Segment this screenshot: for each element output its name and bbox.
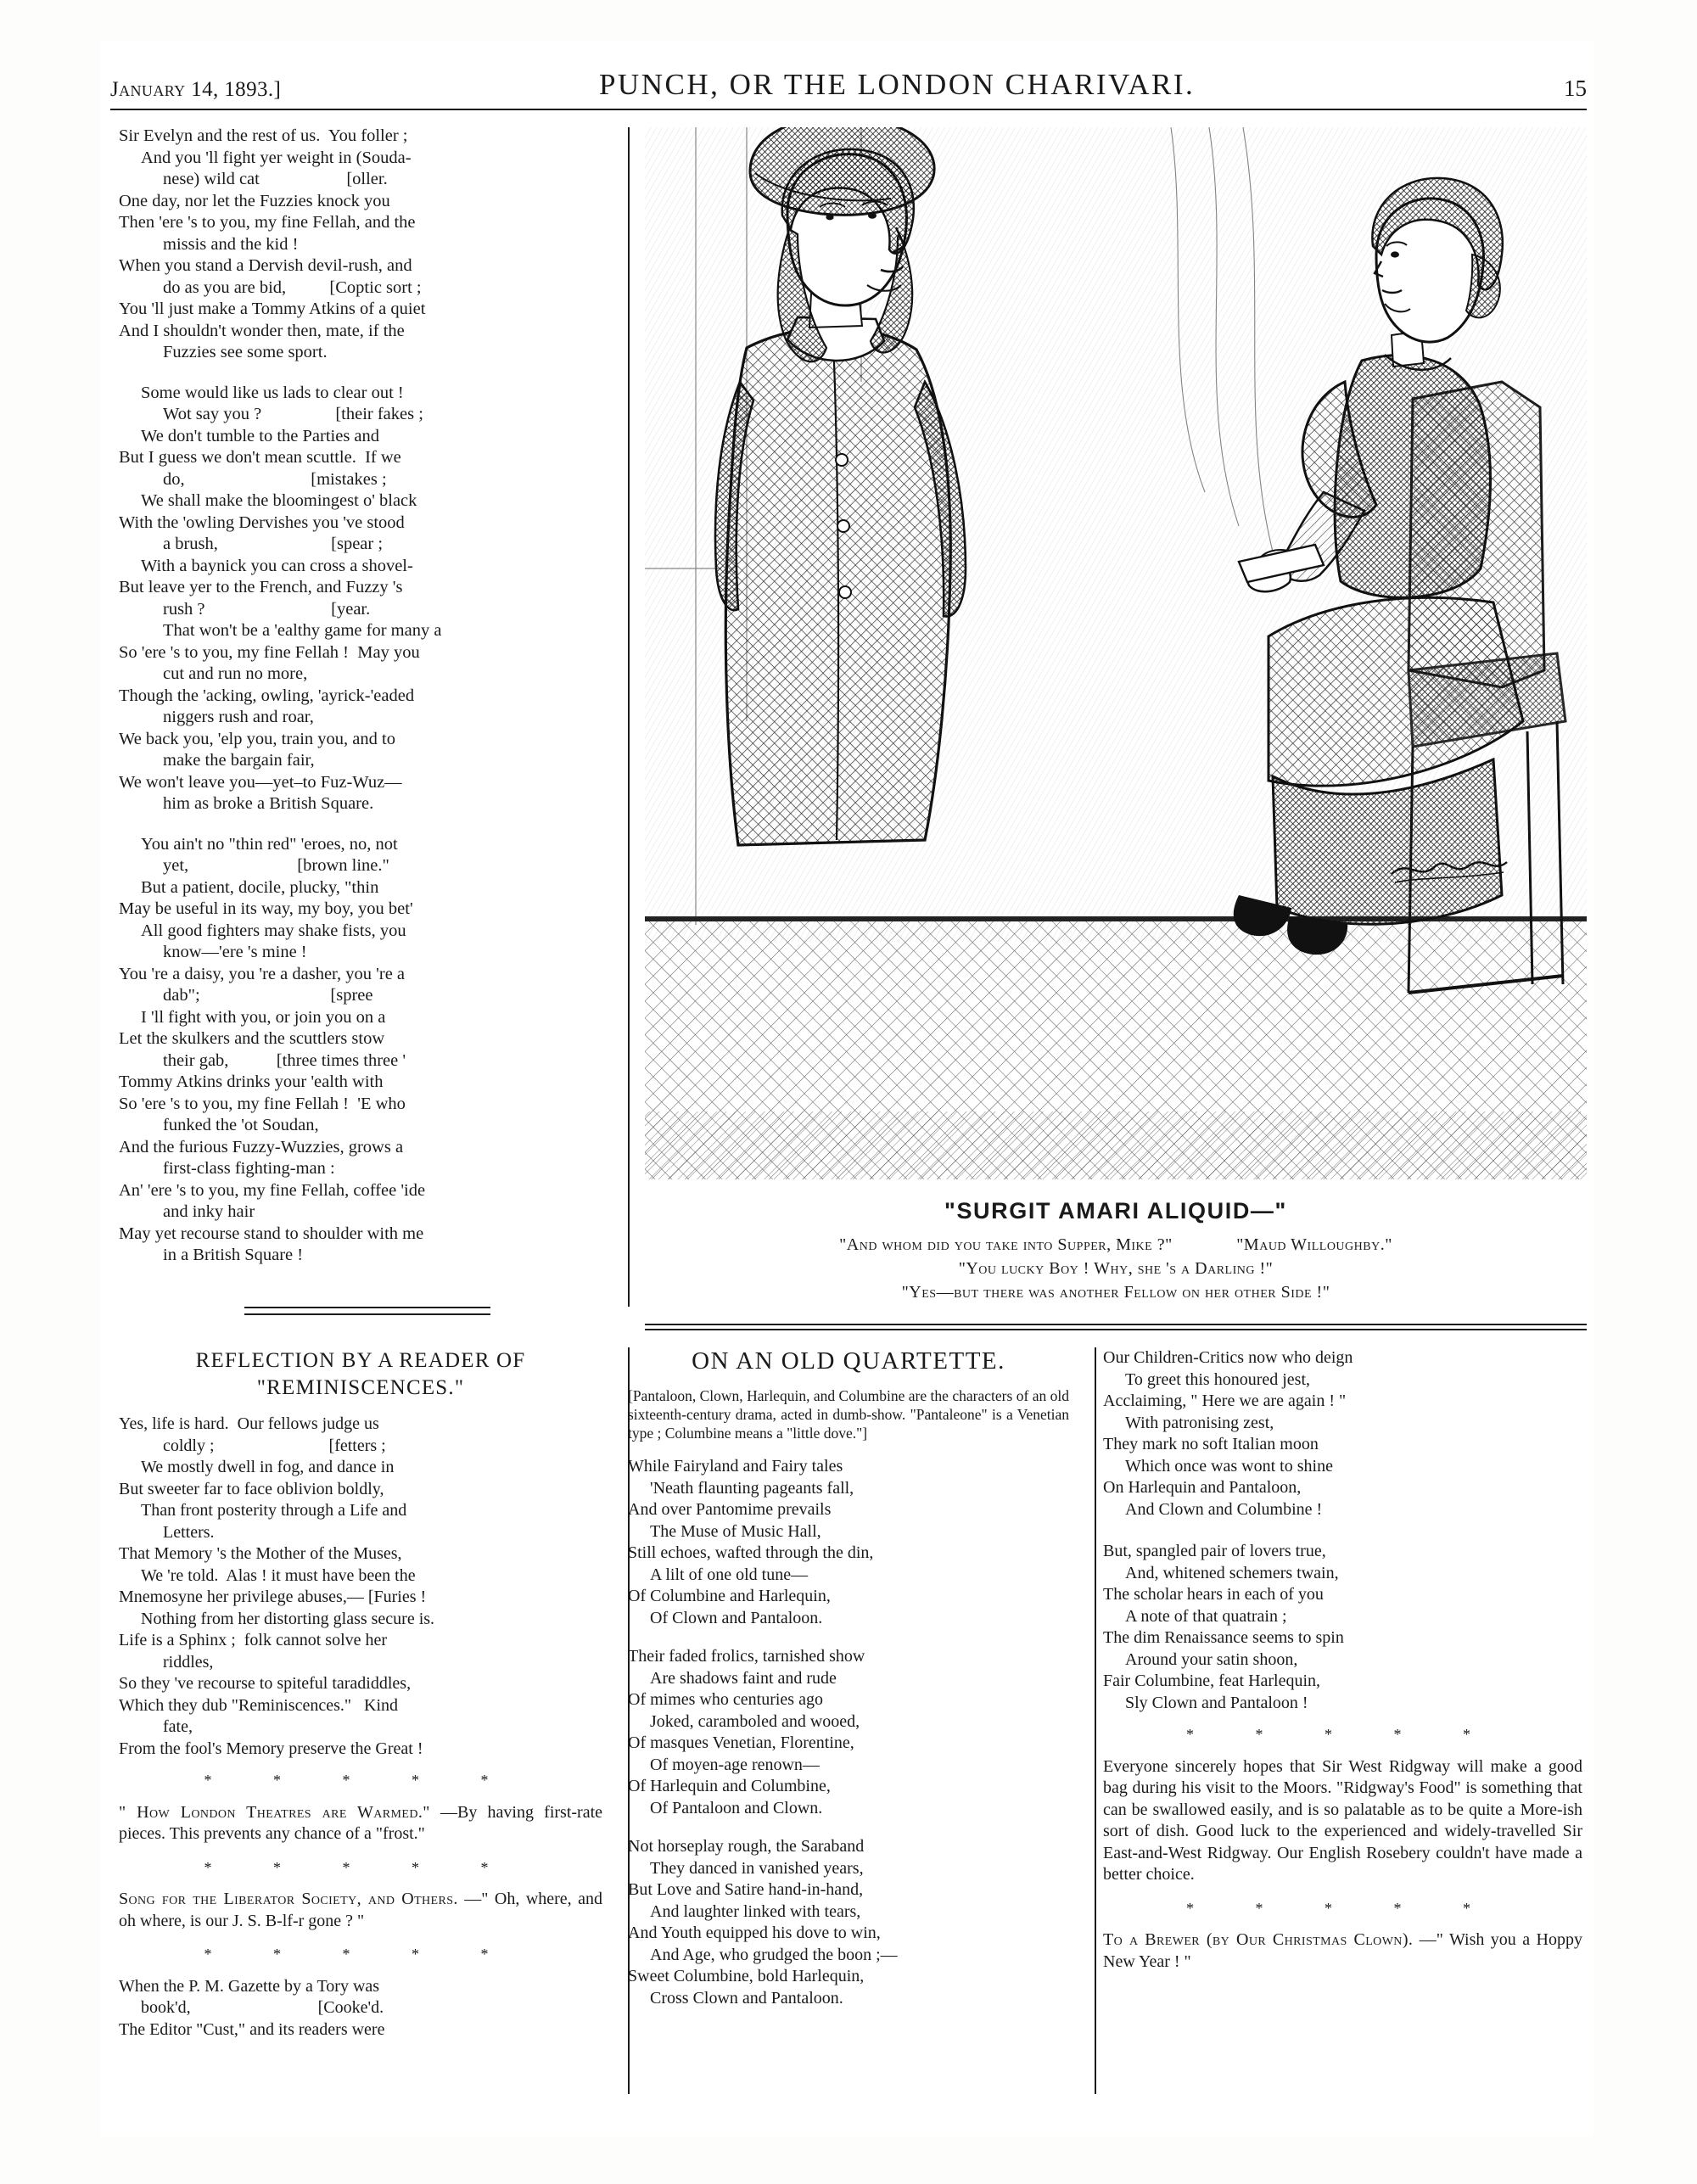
cartoon-dialogue-line: "You lucky Boy ! Why, she 's a Darling !" — [958, 1259, 1274, 1278]
poem-line: But I guess we don't mean scuttle. If we — [119, 448, 401, 467]
poem-line: And the furious Fuzzy-Wuzzies, grows a — [119, 1137, 404, 1156]
quartette-line: Joked, caramboled and wooed, — [650, 1711, 860, 1731]
quartette-stanza-3 — [628, 1836, 1069, 2009]
poem-line: We back you, 'elp you, train you, and to — [119, 729, 395, 748]
poem-line: and inky hair — [163, 1202, 255, 1221]
poem-line: One day, nor let the Fuzzies knock you — [119, 191, 390, 210]
section-divider-top — [645, 1324, 1587, 1325]
quartette-line: They mark no soft Italian moon — [1103, 1435, 1319, 1453]
quartette-line: The scholar hears in each of you — [1103, 1585, 1324, 1604]
poem-line: And you 'll fight yer weight in (Souda- — [141, 148, 412, 167]
poem-line: But a patient, docile, plucky, "thin — [141, 877, 379, 897]
column-reflection — [119, 1347, 602, 2041]
poem-line: With a baynick you can cross a shovel- — [141, 556, 413, 575]
dialogue-question-1: "And whom did you take into Supper, Mike ?" — [839, 1235, 1173, 1254]
poem-stanza-3 — [119, 834, 611, 1267]
publication-title: PUNCH, OR THE LONDON CHARIVARI. — [598, 68, 1196, 101]
brewer-item-body: —" Wish you a Hoppy New Year ! " — [1103, 1930, 1582, 1971]
poem-line: Then 'ere 's to you, my fine Fellah, and the — [119, 213, 416, 232]
section-divider-top-2 — [645, 1329, 1587, 1330]
column-quartette — [628, 1347, 1069, 2009]
quartette-line: Still echoes, wafted through the din, — [628, 1543, 874, 1562]
poem-line: May yet recourse stand to shoulder with me — [119, 1224, 424, 1243]
quartette-line: Around your satin shoon, — [1125, 1649, 1298, 1669]
star-divider: * * * * * — [204, 1858, 518, 1876]
poem-line: So 'ere 's to you, my fine Fellah ! 'E who — [119, 1094, 406, 1113]
quartette-line: Their faded frolics, tarnished show — [628, 1647, 865, 1666]
quartette-line: 'Neath flaunting pageants fall, — [650, 1478, 854, 1498]
poem-line: May be useful in its way, my boy, you bet' — [119, 899, 413, 918]
cartoon-dialogue-line — [645, 1233, 1587, 1257]
theatres-item-body: —By having first-rate pieces. This prevents any chance of a "frost." — [119, 1802, 603, 1843]
column-quartette-continued — [1103, 1347, 1582, 1985]
poem-line: do as you are bid, [Coptic sort ; — [163, 277, 422, 297]
poem-line: know—'ere 's mine ! — [163, 943, 307, 961]
quartette-line: Cross Clown and Pantaloon. — [650, 1988, 843, 2008]
quartette-line: Are shadows faint and rude — [650, 1668, 837, 1688]
poem-line: You 're a daisy, you 're a dasher, you 're a — [119, 964, 406, 983]
dialogue-answer-1: "Maud Willoughby." — [1236, 1235, 1392, 1254]
verse-line: We 're told. Alas ! it must have been the — [141, 1565, 416, 1585]
issue-date — [110, 78, 281, 102]
poem-line: cut and run no more, — [163, 664, 308, 683]
page-masthead — [110, 51, 1587, 110]
poem-line: missis and the kid ! — [163, 234, 299, 254]
ridgway-paragraph: Everyone sincerely hopes that Sir West Ridgway will make a good bag during his visit to the Moors. "Ridgway's Food" is something that can be swallowed easily, and is so palatable as to be quite a More-ish sort of dish. Good luck to the experienced and widely-travelled Sir East-and-West Ridgway. Our English Rosebery couldn't have made a better choice. — [1103, 1756, 1582, 1884]
quartette-line: Not horseplay rough, the Saraband — [628, 1837, 865, 1856]
poem-line: Fuzzies see some sport. — [163, 343, 328, 361]
quartette-line: Which once was wont to shine — [1125, 1456, 1333, 1476]
poem-line: make the bargain fair, — [163, 751, 315, 770]
poem-line: But leave yer to the French, and Fuzzy 's — [119, 578, 403, 596]
liberator-song-item — [119, 1889, 602, 1932]
quartette-line: They danced in vanished years, — [650, 1858, 864, 1878]
quartette-line: But Love and Satire hand-in-hand, — [628, 1880, 864, 1899]
verse-line: fate, — [163, 1717, 193, 1736]
verse-line: So they 've recourse to spiteful taradiddles, — [119, 1674, 412, 1693]
poem-line: first-class fighting-man : — [163, 1159, 335, 1178]
brewer-item-title: To a Brewer (by Our Christmas Clown). — [1103, 1930, 1414, 1949]
poem-line: All good fighters may shake fists, you — [141, 921, 406, 940]
quartette-line: A note of that quatrain ; — [1125, 1606, 1287, 1626]
verse-line: From the fool's Memory preserve the Great ! — [119, 1739, 423, 1758]
quartette-line: Of Clown and Pantaloon. — [650, 1608, 823, 1627]
quartette-line: Of mimes who centuries ago — [628, 1690, 823, 1709]
verse-line: coldly ; [fetters ; — [163, 1436, 386, 1455]
verse-line: Which they dub "Reminiscences." Kind — [119, 1695, 399, 1715]
gazette-verse — [119, 1976, 602, 2041]
reflection-title — [119, 1347, 602, 1402]
poem-line: Some would like us lads to clear out ! — [141, 383, 404, 402]
poem-line: Sir Evelyn and the rest of us. You foller ; — [119, 126, 408, 145]
theatres-item-title: " How London Theatres are Warmed." — [119, 1802, 430, 1822]
quartette-line: And Youth equipped his dove to win, — [628, 1924, 881, 1942]
quartette-line: The Muse of Music Hall, — [650, 1521, 821, 1541]
quartette-line: And over Pantomime prevails — [628, 1500, 832, 1519]
poem-line: their gab, [three times three ' — [163, 1050, 406, 1070]
poem-line: Though the 'acking, owling, 'ayrick-'eaded — [119, 686, 415, 705]
quartette-line: To greet this honoured jest, — [1125, 1369, 1310, 1389]
cartoon-caption-block — [645, 1198, 1587, 1304]
poem-line: funked the 'ot Soudan, — [163, 1116, 319, 1134]
quartette-stanza-2 — [628, 1646, 1069, 1819]
quartette-line: And, whitened schemers twain, — [1125, 1563, 1339, 1582]
poem-stanza-2 — [119, 383, 611, 815]
quartette-stanza-5 — [1103, 1541, 1582, 1714]
quartette-line: Sweet Columbine, bold Harlequin, — [628, 1967, 865, 1985]
quartette-line: Fair Columbine, feat Harlequin, — [1103, 1672, 1321, 1690]
quartette-line: While Fairyland and Fairy tales — [628, 1457, 843, 1476]
verse-line: Yes, life is hard. Our fellows judge us — [119, 1414, 379, 1433]
reflection-title-line2: "REMINISCENCES." — [256, 1376, 465, 1399]
column-divider-vertical-1 — [628, 127, 630, 1307]
poem-line: nese) wild cat [oller. — [163, 170, 388, 188]
quartette-line: On Harlequin and Pantaloon, — [1103, 1478, 1302, 1497]
poem-line: dab"; [spree — [163, 986, 373, 1005]
gazette-line: When the P. M. Gazette by a Tory was — [119, 1976, 380, 1996]
star-divider: * * * * * — [1186, 1899, 1499, 1917]
gazette-line: The Editor "Cust," and its readers were — [119, 2019, 385, 2039]
quartette-title: ON AN OLD QUARTETTE. — [692, 1347, 1005, 1375]
poem-line: You ain't no "thin red" 'eroes, no, not — [141, 834, 398, 854]
gazette-line: book'd, [Cooke'd. — [141, 1998, 384, 2017]
poem-stanza-1 — [119, 126, 611, 364]
quartette-line: Of Columbine and Harlequin, — [628, 1587, 831, 1605]
poem-line: And I shouldn't wonder then, mate, if the — [119, 321, 405, 340]
verse-line: That Memory 's the Mother of the Muses, — [119, 1544, 402, 1563]
lower-columns — [119, 1347, 1587, 2094]
poem-line: We shall make the bloomingest o' black — [141, 491, 417, 510]
quartette-line: And Age, who grudged the boon ;— — [650, 1945, 898, 1964]
quartette-line: And laughter linked with tears, — [650, 1901, 861, 1921]
verse-line: Mnemosyne her privilege abuses,— [Furies ! — [119, 1588, 427, 1606]
liberator-song-title: Song for the Liberator Society, and Others. — [119, 1890, 458, 1908]
quartette-line: But, spangled pair of lovers true, — [1103, 1542, 1326, 1560]
cartoon-illustration — [645, 127, 1587, 1179]
poem-line: a brush, [spear ; — [163, 535, 384, 553]
brewer-item — [1103, 1929, 1582, 1973]
verse-line: Nothing from her distorting glass secure is. — [141, 1609, 435, 1628]
quartette-line: Of moyen-age renown— — [650, 1755, 820, 1774]
theatres-item — [119, 1802, 602, 1845]
poem-line: niggers rush and roar, — [163, 708, 314, 726]
quartette-line: A lilt of one old tune— — [650, 1565, 809, 1584]
poem-line: in a British Square ! — [163, 1246, 304, 1264]
poem-line: That won't be a 'ealthy game for many a — [163, 621, 442, 640]
verse-line: Life is a Sphinx ; folk cannot solve her — [119, 1631, 388, 1649]
poem-end-rule-1 — [244, 1307, 490, 1308]
star-divider: * * * * * — [1186, 1726, 1499, 1743]
quartette-line: With patronising zest, — [1125, 1413, 1274, 1432]
star-divider: * * * * * — [204, 1772, 518, 1789]
poem-line: rush ? [year. — [163, 599, 371, 619]
cartoon-dialogue — [645, 1233, 1587, 1304]
poem-line: Wot say you ? [their fakes ; — [163, 405, 423, 423]
cartoon-dialogue-line: "Yes—but there was another Fellow on her other Side !" — [901, 1283, 1330, 1302]
quartette-line: The dim Renaissance seems to spin — [1103, 1628, 1344, 1647]
verse-line: But sweeter far to face oblivion boldly, — [119, 1479, 384, 1498]
quartette-line: And Clown and Columbine ! — [1125, 1499, 1323, 1519]
poem-column — [119, 126, 611, 1285]
poem-line: With the 'owling Dervishes you 've stood — [119, 512, 405, 532]
verse-line: Letters. — [163, 1522, 215, 1542]
poem-end-rule-2 — [244, 1313, 490, 1315]
poem-line: When you stand a Dervish devil-rush, and — [119, 256, 412, 275]
poem-line: Tommy Atkins drinks your 'ealth with — [119, 1072, 384, 1091]
quartette-line: Of masques Venetian, Florentine, — [628, 1733, 854, 1752]
quartette-line: Of Pantaloon and Clown. — [650, 1798, 823, 1817]
poem-line: We won't leave you—yet–to Fuz-Wuz— — [119, 772, 402, 792]
liberator-song-body: —" Oh, where, and oh where, is our J. S. B-lf-r gone ? " — [119, 1890, 603, 1930]
reflection-title-line1: REFLECTION BY A READER OF — [195, 1349, 526, 1372]
quartette-line: Of Harlequin and Columbine, — [628, 1777, 831, 1795]
poem-line: do, [mistakes ; — [163, 469, 387, 489]
reflection-verse — [119, 1414, 602, 1760]
page-number: 15 — [1564, 76, 1587, 101]
cartoon-title: "SURGIT AMARI ALIQUID—" — [944, 1198, 1287, 1224]
poem-line: An' 'ere 's to you, my fine Fellah, coffee 'ide — [119, 1180, 426, 1200]
quartette-stanza-4 — [1103, 1347, 1582, 1520]
issue-date-text: January 14, 1893.] — [110, 78, 282, 101]
quartette-line: Sly Clown and Pantaloon ! — [1125, 1693, 1308, 1712]
quartette-note: [Pantaloon, Clown, Harlequin, and Columbine are the characters of an old sixteenth-century drama, acted in dumb-show. "Pantaleone" is a Venetian type ; Columbine means a "little dove."] — [628, 1387, 1069, 1442]
verse-line: Than front posterity through a Life and — [141, 1501, 407, 1520]
poem-line: So 'ere 's to you, my fine Fellah ! May you — [119, 642, 420, 662]
quartette-stanza-1 — [628, 1456, 1069, 1629]
verse-line: We mostly dwell in fog, and dance in — [141, 1458, 395, 1476]
verse-line: riddles, — [163, 1652, 214, 1672]
poem-line: We don't tumble to the Parties and — [141, 426, 380, 445]
poem-line: You 'll just make a Tommy Atkins of a quiet — [119, 300, 426, 318]
poem-line: yet, [brown line." — [163, 856, 389, 875]
quartette-line: Our Children-Critics now who deign — [1103, 1348, 1353, 1367]
quartette-line: Acclaiming, " Here we are again ! " — [1103, 1392, 1347, 1410]
poem-line: Let the skulkers and the scuttlers stow — [119, 1029, 385, 1048]
poem-line: him as broke a British Square. — [163, 794, 374, 813]
star-divider: * * * * * — [204, 1946, 518, 1963]
poem-line: I 'll fight with you, or join you on a — [141, 1007, 386, 1027]
